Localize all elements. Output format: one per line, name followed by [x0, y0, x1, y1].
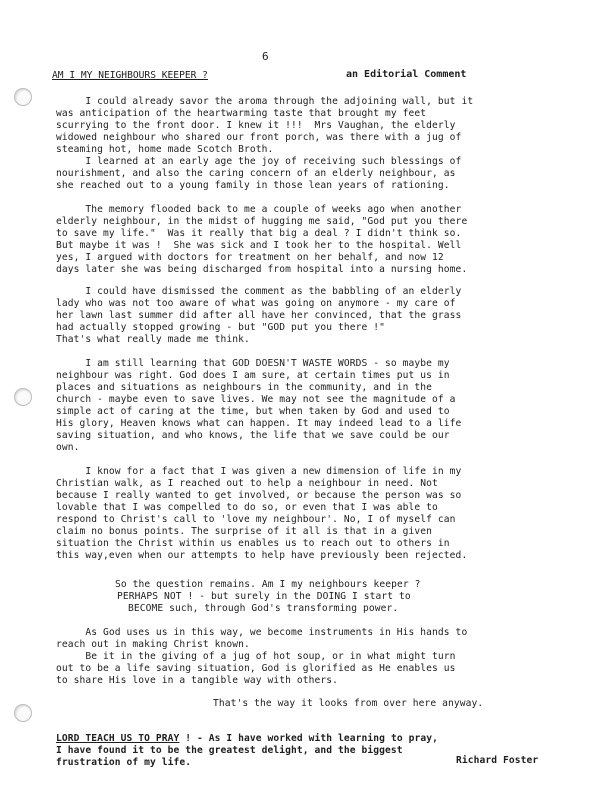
signoff: That's the way it looks from over here anyway. [213, 698, 484, 709]
body-line: days later she was being discharged from hospital into a nursing home. [56, 264, 468, 275]
closing-line: to share His love in a tangible way with others. [56, 675, 339, 686]
body-line: claim no bonus points. The surprise of it all is that in a given [56, 526, 433, 537]
closing-line: Be it in the giving of a jug of hot soup, or in what might turn [56, 651, 456, 662]
body-line: simple act of caring at the time, but when taken by God and used to [56, 406, 450, 417]
body-line: I am still learning that GOD DOESN'T WASTE WORDS - so maybe my [56, 358, 450, 369]
closing-line: reach out in making Christ known. [56, 639, 250, 650]
body-line: this way,even when our attempts to help have previously been rejected. [56, 550, 468, 561]
article-title: AM I MY NEIGHBOURS KEEPER ? [52, 70, 208, 81]
body-line: I could have dismissed the comment as the babbling of an elderly [56, 286, 462, 297]
body-line: But maybe it was ! She was sick and I took her to the hospital. Well [56, 240, 462, 251]
body-line: church - maybe even to save lives. We may not see the magnitude of a [56, 394, 456, 405]
body-line: she reached out to a young family in those lean years of rationing. [56, 180, 450, 191]
body-line: places and situations as neighbours in the community, and in the [56, 382, 433, 393]
body-line: nourishment, and also the caring concern of an elderly neighbour, as [56, 168, 456, 179]
body-line: elderly neighbour, in the midst of hugging me said, "God put you there [56, 216, 468, 227]
article-subtitle: an Editorial Comment [346, 69, 467, 80]
quote-line-3: frustration of my life. [56, 757, 192, 768]
centered-line: So the question remains. Am I my neighbours keeper ? [115, 579, 421, 590]
body-line: to save my life." Was it really that big a deal ? I didn't think so. [56, 228, 462, 239]
closing-line: As God uses us in this way, we become instruments in His hands to [56, 627, 468, 638]
centered-line: BECOME such, through God's transforming power. [128, 603, 399, 614]
body-line: scurrying to the front door. I knew it !!! Mrs Vaughan, the elderly [56, 120, 456, 131]
body-line: Christian walk, as I reached out to help a neighbour in need. Not [56, 478, 438, 489]
body-line: I could already savor the aroma through the adjoining wall, but it [56, 96, 474, 107]
quote-line-1 [56, 733, 438, 745]
body-line: lovable that I was compelled to do so, or even that I was able to [56, 502, 438, 513]
body-line: The memory flooded back to me a couple of weeks ago when another [56, 204, 462, 215]
body-line: neighbour was right. God does I am sure, at certain times put us in [56, 370, 450, 381]
body-line: respond to Christ's call to 'love my neighbour'. No, I of myself can [56, 514, 456, 525]
binder-hole-top [14, 88, 32, 106]
body-line: saving situation, and who knows, the life that we save could be our [56, 430, 450, 441]
body-line: because I really wanted to get involved, or because the person was so [56, 490, 462, 501]
binder-hole-middle [14, 388, 32, 406]
body-line: I learned at an early age the joy of receiving such blessings of [56, 156, 462, 167]
body-line: had actually stopped growing - but "GOD put you there !" [56, 322, 386, 333]
binder-hole-bottom [14, 704, 32, 722]
closing-line: out to be a life saving situation, God is glorified as He enables us [56, 663, 456, 674]
quote-line-2: I have found it to be the greatest delight, and the biggest [56, 745, 403, 756]
body-line: That's what really made me think. [56, 334, 250, 345]
body-line: her lawn last summer did after all have her convinced, that the grass [56, 310, 462, 321]
body-line: I know for a fact that I was given a new dimension of life in my [56, 466, 462, 477]
page-number: 6 [262, 50, 269, 63]
centered-line: PERHAPS NOT ! - but surely in the DOING I start to [117, 591, 411, 602]
body-line: widowed neighbour who shared our front porch, was there with a jug of [56, 132, 462, 143]
body-line: His glory, Heaven knows what can happen. It may indeed lead to a life [56, 418, 462, 429]
body-line: lady who was not too aware of what was going on anymore - my care of [56, 298, 456, 309]
body-line: situation the Christ within us enables us to reach out to others in [56, 538, 450, 549]
quote-author: Richard Foster [456, 755, 539, 766]
body-line: was anticipation of the heartwarming taste that brought my feet [56, 108, 427, 119]
quote-lead: LORD TEACH US TO PRAY [56, 733, 180, 744]
quote-line-1-rest: ! - As I have worked with learning to pray, [179, 733, 438, 744]
body-line: steaming hot, home made Scotch Broth. [56, 144, 274, 155]
body-line: own. [56, 442, 80, 453]
body-line: yes, I argued with doctors for treatment on her behalf, and now 12 [56, 252, 444, 263]
